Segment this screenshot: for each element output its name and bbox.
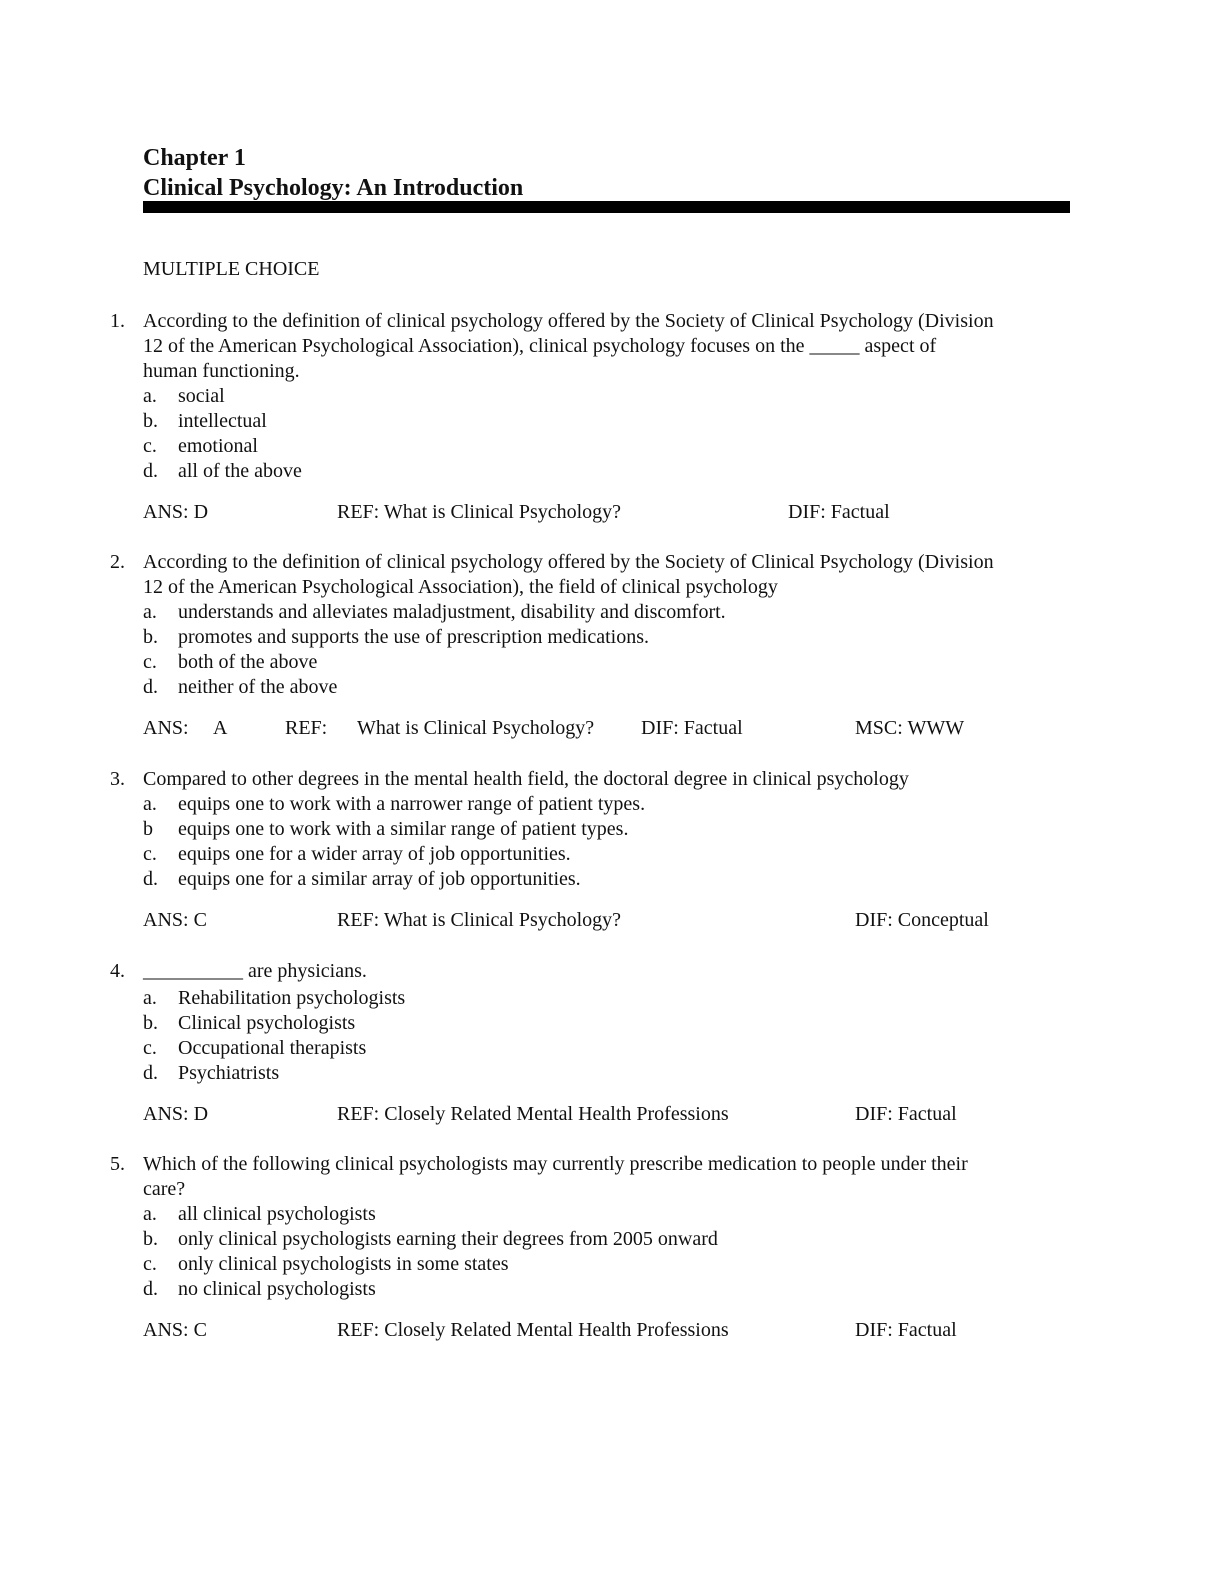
reference: REF: Closely Related Mental Health Professions [337, 1103, 729, 1125]
reference: REF: [285, 717, 328, 739]
question-number: 5. [110, 1153, 125, 1175]
difficulty: DIF: Factual [641, 717, 743, 739]
option-text: all clinical psychologists [178, 1203, 376, 1225]
option-text: emotional [178, 435, 258, 457]
option-letter: d. [143, 1062, 158, 1084]
option-letter: b. [143, 626, 158, 648]
answer-key: ANS: D [143, 501, 209, 523]
answer-key: ANS: C [143, 1319, 207, 1341]
question-number: 1. [110, 310, 125, 332]
option-letter: b [143, 818, 153, 840]
option-text: only clinical psychologists earning their degrees from 2005 onward [178, 1228, 718, 1250]
misc-tag: MSC: WWW [855, 717, 965, 739]
option-text: equips one to work with a similar range of patient types. [178, 818, 629, 840]
option-text: equips one for a similar array of job opportunities. [178, 868, 581, 890]
reference-value: What is Clinical Psychology? [357, 717, 595, 739]
option-letter: c. [143, 1037, 157, 1059]
answer-key: ANS: D [143, 1103, 209, 1125]
answer-key: ANS: [143, 717, 189, 739]
option-text: understands and alleviates maladjustment, disability and discomfort. [178, 601, 726, 623]
reference: REF: What is Clinical Psychology? [337, 909, 622, 931]
option-letter: c. [143, 651, 157, 673]
reference: REF: Closely Related Mental Health Professions [337, 1319, 729, 1341]
option-letter: a. [143, 793, 157, 815]
question-text: 12 of the American Psychological Association), the field of clinical psychology [143, 576, 778, 598]
option-text: Psychiatrists [178, 1062, 280, 1084]
section-heading: MULTIPLE CHOICE [143, 258, 320, 280]
option-letter: c. [143, 1253, 157, 1275]
chapter-number: Chapter 1 [143, 145, 246, 171]
option-text: neither of the above [178, 676, 338, 698]
question-text: __________ are physicians. [143, 960, 367, 982]
answer-value: A [213, 717, 228, 739]
option-letter: c. [143, 843, 157, 865]
option-letter: c. [143, 435, 157, 457]
option-letter: d. [143, 1278, 158, 1300]
option-text: Rehabilitation psychologists [178, 987, 406, 1009]
option-text: promotes and supports the use of prescription medications. [178, 626, 650, 648]
difficulty: DIF: Factual [788, 501, 890, 523]
chapter-title: Clinical Psychology: An Introduction [143, 175, 524, 201]
option-letter: b. [143, 1228, 158, 1250]
option-text: Clinical psychologists [178, 1012, 356, 1034]
option-text: intellectual [178, 410, 267, 432]
option-letter: b. [143, 410, 158, 432]
option-letter: d. [143, 460, 158, 482]
question-number: 4. [110, 960, 125, 982]
question-text: According to the definition of clinical psychology offered by the Society of Clinical Psychology (Division [143, 310, 994, 332]
option-letter: a. [143, 987, 157, 1009]
option-text: equips one to work with a narrower range of patient types. [178, 793, 646, 815]
question-text: human functioning. [143, 360, 300, 382]
question-number: 2. [110, 551, 125, 573]
difficulty: DIF: Factual [855, 1319, 957, 1341]
option-text: social [178, 385, 225, 407]
reference: REF: What is Clinical Psychology? [337, 501, 622, 523]
option-text: only clinical psychologists in some states [178, 1253, 509, 1275]
option-text: no clinical psychologists [178, 1278, 376, 1300]
difficulty: DIF: Factual [855, 1103, 957, 1125]
question-number: 3. [110, 768, 125, 790]
question-text: Compared to other degrees in the mental health field, the doctoral degree in clinical psychology [143, 768, 909, 790]
answer-key: ANS: C [143, 909, 207, 931]
option-text: equips one for a wider array of job opportunities. [178, 843, 571, 865]
question-text: care? [143, 1178, 186, 1200]
option-letter: b. [143, 1012, 158, 1034]
option-letter: d. [143, 676, 158, 698]
question-text: 12 of the American Psychological Association), clinical psychology focuses on the _____ aspect of [143, 335, 937, 357]
question-text: According to the definition of clinical psychology offered by the Society of Clinical Psychology (Division [143, 551, 994, 573]
question-text: Which of the following clinical psychologists may currently prescribe medication to people under their [143, 1153, 968, 1175]
option-letter: a. [143, 601, 157, 623]
option-text: both of the above [178, 651, 318, 673]
option-letter: a. [143, 385, 157, 407]
option-text: Occupational therapists [178, 1037, 367, 1059]
option-text: all of the above [178, 460, 302, 482]
difficulty: DIF: Conceptual [855, 909, 989, 931]
option-letter: d. [143, 868, 158, 890]
title-divider [143, 201, 1070, 213]
option-letter: a. [143, 1203, 157, 1225]
